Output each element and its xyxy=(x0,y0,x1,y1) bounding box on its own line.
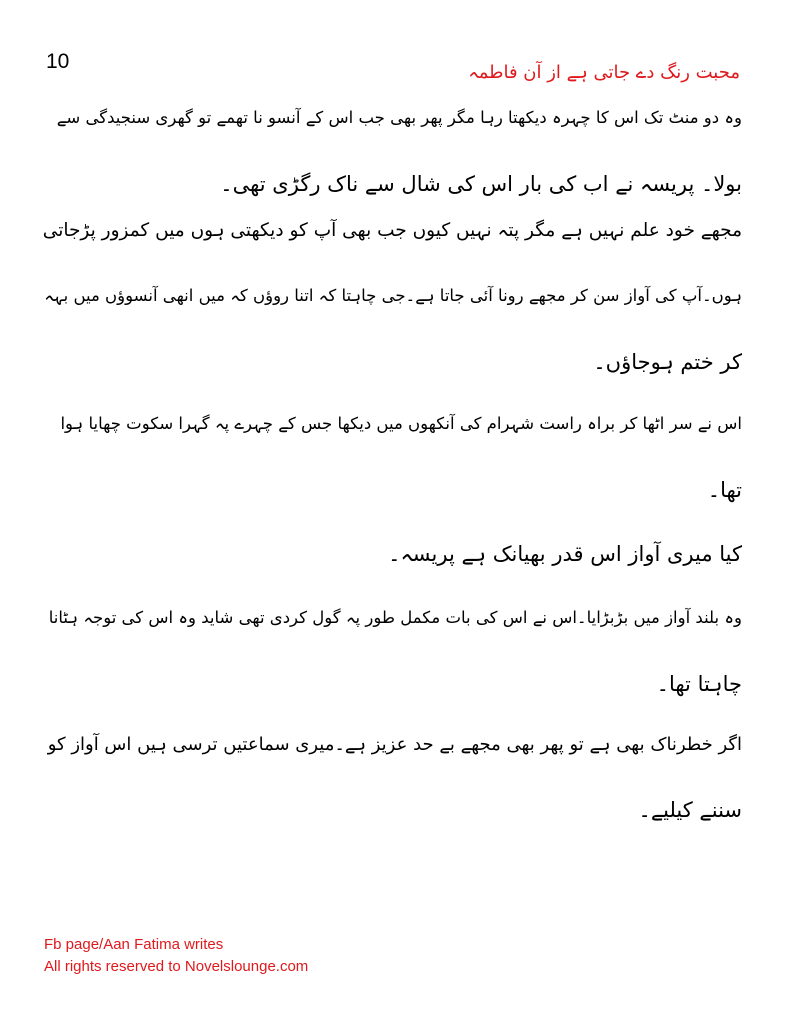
text-line: چاہتا تھا۔ xyxy=(656,672,742,696)
text-line: مجھے خود علم نہیں ہے مگر پتہ نہیں کیوں جب بھی آپ کو دیکھتی ہوں میں کمزور پڑجاتی xyxy=(42,220,742,241)
text-line: بولا۔ پریسہ نے اب کی بار اس کی شال سے ناک رگڑی تھی۔ xyxy=(220,172,742,196)
page-header-title: محبت رنگ دے جاتی ہے از آن فاطمہ xyxy=(468,62,740,83)
text-line: سننے کیلیے۔ xyxy=(638,798,742,822)
text-line: ہوں۔آپ کی آواز سن کر مجھے رونا آئی جاتا ہے۔جی چاہتا کہ اتنا روؤں کہ میں انھی آنسوؤں میں بہہ xyxy=(44,286,742,305)
text-line: اس نے سر اٹھا کر براہ راست شہرام کی آنکھوں میں دیکھا جس کے چہرے پہ گہرا سکوت چھایا ہوا xyxy=(60,414,742,433)
footer-fb-page: Fb page/Aan Fatima writes xyxy=(44,936,224,953)
text-line: وہ بلند آواز میں بڑبڑایا۔اس نے اس کی بات مکمل طور پہ گول کردی تھی شاید وہ اس کی توجہ ہٹانا xyxy=(48,608,742,627)
text-line: وہ دو منٹ تک اس کا چہرہ دیکھتا رہا مگر پھر بھی جب اس کے آنسو نا تھمے تو گھری سنجیدگی سے xyxy=(56,108,742,127)
page-number: 10 xyxy=(46,50,70,73)
text-line: کر ختم ہوجاؤں۔ xyxy=(593,350,742,374)
footer-rights: All rights reserved to Novelslounge.com xyxy=(44,958,309,975)
text-line: کیا میری آواز اس قدر بھیانک ہے پریسہ۔ xyxy=(388,542,742,566)
text-line: تھا۔ xyxy=(707,478,742,502)
footer xyxy=(44,934,308,978)
text-line: اگر خطرناک بھی ہے تو پھر بھی مجھے بے حد عزیز ہے۔میری سماعتیں ترسی ہیں اس آواز کو xyxy=(47,734,742,755)
